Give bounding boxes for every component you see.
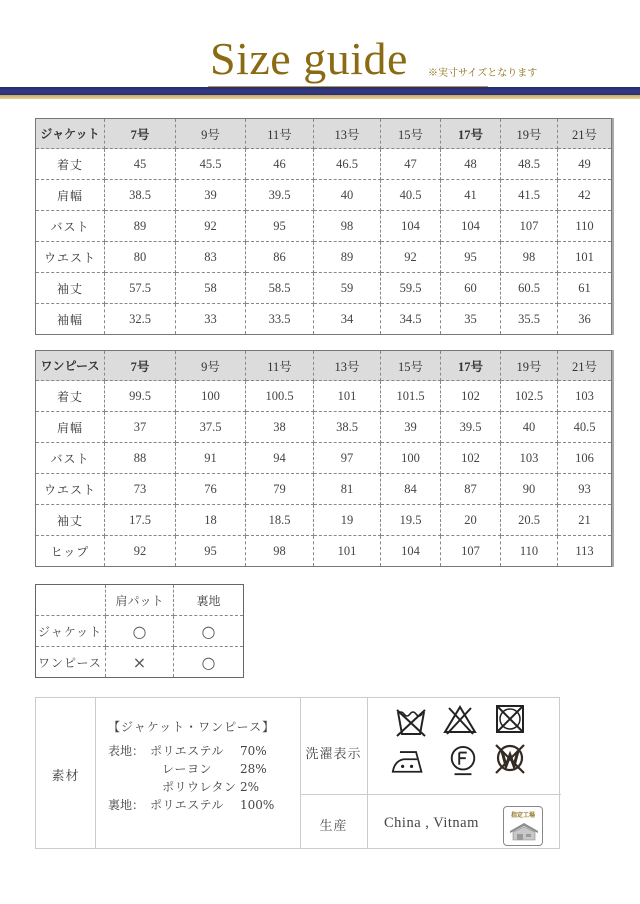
measurement-value: 57.5 — [105, 273, 176, 304]
size-column-header: 11号 — [246, 351, 314, 381]
measurement-value: 18.5 — [246, 505, 314, 536]
circle-mark: ○ — [174, 647, 244, 678]
onepiece-size-table — [35, 350, 612, 567]
material-heading: 【ジャケット・ワンピース】 — [108, 720, 276, 734]
measurement-value: 34 — [314, 304, 381, 335]
measurement-value: 101.5 — [381, 381, 441, 412]
size-column-header: 17号 — [441, 119, 501, 149]
origin-label: 生産 — [319, 819, 348, 834]
table-row — [36, 273, 612, 304]
measurement-value: 102 — [441, 443, 501, 474]
size-header-row — [36, 351, 612, 381]
measurement-value: 59 — [314, 273, 381, 304]
table-row — [36, 505, 612, 536]
measurement-label: 着丈 — [36, 149, 105, 180]
measurement-value: 98 — [314, 211, 381, 242]
origin-value: China , Vitnam — [384, 815, 479, 831]
size-column-header: 9号 — [176, 351, 246, 381]
table-row — [36, 412, 612, 443]
measurement-value: 73 — [105, 474, 176, 505]
measurement-value: 84 — [381, 474, 441, 505]
no-wash-icon — [394, 706, 428, 738]
size-column-header: 11号 — [246, 119, 314, 149]
size-column-header: 13号 — [314, 351, 381, 381]
measurement-value: 90 — [501, 474, 558, 505]
measurement-value: 45 — [105, 149, 176, 180]
size-column-header: 21号 — [558, 351, 612, 381]
measurement-value: 38.5 — [314, 412, 381, 443]
measurement-value: 38 — [246, 412, 314, 443]
measurement-value: 95 — [441, 242, 501, 273]
measurement-value: 110 — [501, 536, 558, 567]
measurement-value: 40 — [501, 412, 558, 443]
measurement-value: 92 — [105, 536, 176, 567]
measurement-value: 88 — [105, 443, 176, 474]
table-row — [36, 304, 612, 335]
table-row — [36, 381, 612, 412]
measurement-label: バスト — [36, 443, 105, 474]
cross-mark: × — [106, 647, 174, 678]
measurement-value: 39.5 — [441, 412, 501, 443]
measurement-value: 107 — [441, 536, 501, 567]
measurement-label: 肩幅 — [36, 412, 105, 443]
measurement-value: 60 — [441, 273, 501, 304]
measurement-value: 45.5 — [176, 149, 246, 180]
feature-header-shoulder-pad: 肩パット — [106, 585, 174, 616]
measurement-value: 41.5 — [501, 180, 558, 211]
measurement-value: 100 — [176, 381, 246, 412]
measurement-value: 106 — [558, 443, 612, 474]
page-header — [0, 0, 640, 100]
measurement-value: 103 — [558, 381, 612, 412]
header-gold-band — [0, 95, 640, 99]
header-navy-band — [0, 87, 640, 95]
measurement-value: 39.5 — [246, 180, 314, 211]
measurement-value: 92 — [381, 242, 441, 273]
size-header-row — [36, 119, 612, 149]
page-title: Size guide — [210, 33, 408, 84]
measurement-value: 113 — [558, 536, 612, 567]
designated-factory-badge — [503, 806, 543, 846]
table-row — [36, 242, 612, 273]
measurement-value: 58 — [176, 273, 246, 304]
measurement-value: 60.5 — [501, 273, 558, 304]
measurement-value: 20.5 — [501, 505, 558, 536]
circle-mark: ○ — [174, 616, 244, 647]
measurement-label: ウエスト — [36, 242, 105, 273]
measurement-value: 101 — [314, 536, 381, 567]
measurement-label: 袖丈 — [36, 505, 105, 536]
measurement-label: ヒップ — [36, 536, 105, 567]
feature-row-label: ジャケット — [36, 616, 106, 647]
measurement-value: 33 — [176, 304, 246, 335]
material-composition — [108, 718, 290, 814]
material-label: 素材 — [51, 769, 80, 784]
measurement-value: 95 — [176, 536, 246, 567]
size-column-header: 21号 — [558, 119, 612, 149]
no-wet-clean-icon — [493, 743, 527, 775]
measurement-value: 40.5 — [558, 412, 612, 443]
measurement-value: 103 — [501, 443, 558, 474]
measurement-value: 98 — [246, 536, 314, 567]
measurement-value: 46.5 — [314, 149, 381, 180]
measurement-value: 35 — [441, 304, 501, 335]
size-column-header: 15号 — [381, 351, 441, 381]
jacket-size-table — [35, 118, 612, 335]
measurement-value: 104 — [441, 211, 501, 242]
material-row: 表地： ポリエステル 70% — [108, 744, 267, 758]
measurement-value: 95 — [246, 211, 314, 242]
measurement-value: 104 — [381, 211, 441, 242]
size-column-header: 19号 — [501, 351, 558, 381]
measurement-value: 17.5 — [105, 505, 176, 536]
divider — [300, 794, 561, 795]
measurement-value: 37 — [105, 412, 176, 443]
measurement-value: 83 — [176, 242, 246, 273]
measurement-value: 32.5 — [105, 304, 176, 335]
measurement-value: 86 — [246, 242, 314, 273]
measurement-value: 79 — [246, 474, 314, 505]
measurement-value: 36 — [558, 304, 612, 335]
measurement-label: ウエスト — [36, 474, 105, 505]
measurement-label: 肩幅 — [36, 180, 105, 211]
no-tumble-dry-icon — [493, 704, 527, 736]
measurement-value: 110 — [558, 211, 612, 242]
measurement-label: バスト — [36, 211, 105, 242]
measurement-value: 20 — [441, 505, 501, 536]
measurement-value: 40 — [314, 180, 381, 211]
measurement-value: 81 — [314, 474, 381, 505]
table-row — [36, 149, 612, 180]
measurement-value: 91 — [176, 443, 246, 474]
actual-size-note: ※実寸サイズとなります — [428, 68, 538, 79]
measurement-value: 80 — [105, 242, 176, 273]
table-row — [36, 211, 612, 242]
measurement-value: 102.5 — [501, 381, 558, 412]
measurement-label: 袖幅 — [36, 304, 105, 335]
measurement-value: 48.5 — [501, 149, 558, 180]
measurement-value: 102 — [441, 381, 501, 412]
size-column-header: 19号 — [501, 119, 558, 149]
feature-row-label: ワンピース — [36, 647, 106, 678]
divider — [95, 698, 96, 848]
size-column-header: 17号 — [441, 351, 501, 381]
feature-header-lining: 裏地 — [174, 585, 244, 616]
measurement-value: 61 — [558, 273, 612, 304]
measurement-value: 35.5 — [501, 304, 558, 335]
measurement-value: 33.5 — [246, 304, 314, 335]
material-row: 裏地： ポリエステル 100% — [108, 798, 275, 812]
table-row — [36, 180, 612, 211]
iron-medium-icon — [391, 745, 425, 777]
measurement-value: 39 — [381, 412, 441, 443]
circle-mark: ○ — [106, 616, 174, 647]
measurement-value: 38.5 — [105, 180, 176, 211]
material-row: レーヨン 28% — [162, 762, 267, 776]
measurement-value: 107 — [501, 211, 558, 242]
size-column-header: 15号 — [381, 119, 441, 149]
measurement-value: 99.5 — [105, 381, 176, 412]
measurement-value: 104 — [381, 536, 441, 567]
measurement-value: 18 — [176, 505, 246, 536]
size-column-header: 7号 — [105, 351, 176, 381]
measurement-value: 39 — [176, 180, 246, 211]
measurement-label: 着丈 — [36, 381, 105, 412]
measurement-value: 89 — [105, 211, 176, 242]
measurement-value: 48 — [441, 149, 501, 180]
measurement-value: 42 — [558, 180, 612, 211]
factory-badge-label: 指定工場 — [510, 812, 535, 819]
measurement-value: 41 — [441, 180, 501, 211]
measurement-value: 101 — [314, 381, 381, 412]
measurement-value: 19.5 — [381, 505, 441, 536]
dry-clean-f-icon — [446, 745, 480, 777]
size-column-header: 9号 — [176, 119, 246, 149]
measurement-value: 34.5 — [381, 304, 441, 335]
measurement-value: 94 — [246, 443, 314, 474]
measurement-value: 40.5 — [381, 180, 441, 211]
no-bleach-icon — [443, 704, 477, 736]
feature-corner-cell — [36, 585, 106, 616]
care-label: 洗濯表示 — [305, 747, 362, 762]
measurement-value: 100.5 — [246, 381, 314, 412]
measurement-value: 97 — [314, 443, 381, 474]
table-row — [36, 474, 612, 505]
measurement-value: 49 — [558, 149, 612, 180]
measurement-value: 101 — [558, 242, 612, 273]
measurement-value: 58.5 — [246, 273, 314, 304]
material-row: ポリウレタン 2% — [162, 780, 260, 794]
measurement-value: 92 — [176, 211, 246, 242]
measurement-value: 98 — [501, 242, 558, 273]
table-row — [36, 443, 612, 474]
measurement-value: 47 — [381, 149, 441, 180]
measurement-value: 19 — [314, 505, 381, 536]
size-column-header: 13号 — [314, 119, 381, 149]
table-corner-label: ジャケット — [36, 119, 105, 149]
factory-building-icon — [508, 820, 540, 842]
divider — [367, 698, 368, 848]
measurement-value: 37.5 — [176, 412, 246, 443]
measurement-value: 46 — [246, 149, 314, 180]
measurement-value: 89 — [314, 242, 381, 273]
size-column-header: 7号 — [105, 119, 176, 149]
table-row — [36, 536, 612, 567]
measurement-value: 21 — [558, 505, 612, 536]
material-care-box — [35, 697, 560, 849]
measurement-label: 袖丈 — [36, 273, 105, 304]
measurement-value: 59.5 — [381, 273, 441, 304]
measurement-value: 93 — [558, 474, 612, 505]
feature-table — [35, 584, 244, 678]
measurement-value: 87 — [441, 474, 501, 505]
measurement-value: 100 — [381, 443, 441, 474]
table-corner-label: ワンピース — [36, 351, 105, 381]
measurement-value: 76 — [176, 474, 246, 505]
